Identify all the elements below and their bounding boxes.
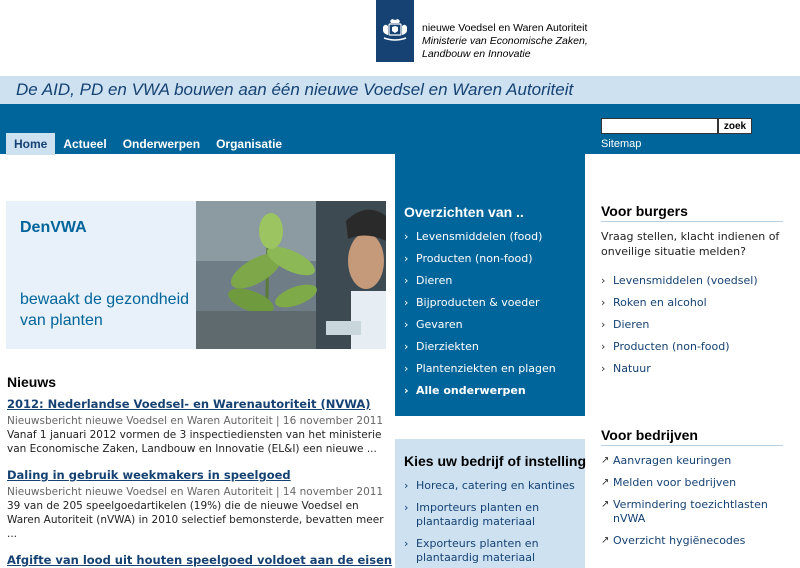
chevron-right-icon: › [404, 537, 409, 550]
hero-subtitle: bewaakt de gezondheid van planten [20, 291, 190, 329]
bedrijven-heading: Voor bedrijven [601, 427, 698, 443]
bedrijven-item-label: Aanvragen keuringen [613, 454, 732, 467]
overzichten-item-label: Bijproducten & voeder [416, 296, 540, 309]
news-item [7, 468, 385, 541]
overzichten-item[interactable] [404, 340, 556, 362]
external-link-icon: ↗ [601, 499, 610, 510]
bedrijven-item[interactable] [601, 476, 787, 490]
overzichten-item-label: Alle onderwerpen [416, 384, 526, 397]
hero-title: DenVWA [20, 219, 87, 236]
bedrijven-item-label: Overzicht hygiënecodes [613, 534, 746, 547]
chevron-right-icon: › [404, 296, 409, 309]
overzichten-list [404, 230, 556, 406]
chevron-right-icon: › [404, 479, 409, 492]
news-meta: Nieuwsbericht nieuwe Voedsel en Waren Autoriteit | 16 november 2011 [7, 415, 384, 427]
chevron-right-icon: › [404, 384, 409, 397]
overzichten-item[interactable] [404, 318, 556, 340]
burgers-item[interactable] [601, 296, 787, 310]
news-heading: Nieuws [7, 374, 57, 390]
overzichten-item-label: Producten (non-food) [416, 252, 533, 265]
burgers-item-label: Natuur [613, 362, 651, 375]
chevron-right-icon: › [601, 274, 606, 287]
bedrijven-item-label: Vermindering toezichtlasten nVWA [613, 498, 768, 525]
overzichten-item-label: Dierziekten [416, 340, 479, 353]
overzichten-item-label: Levensmiddelen (food) [416, 230, 543, 243]
overzichten-item[interactable] [404, 230, 556, 252]
bedrijven-item[interactable] [601, 498, 787, 526]
overzichten-item[interactable] [404, 362, 556, 384]
news-meta: Nieuwsbericht nieuwe Voedsel en Waren Autoriteit | 14 november 2011 [7, 486, 384, 498]
news-item [7, 553, 393, 567]
banner-title: De AID, PD en VWA bouwen aan één nieuwe Voedsel en Waren Autoriteit [16, 80, 574, 99]
burgers-item[interactable] [601, 362, 787, 376]
news-title-link[interactable]: Daling in gebruik weekmakers in speelgoed [7, 468, 291, 482]
chevron-right-icon: › [404, 252, 409, 265]
overzichten-item-label: Gevaren [416, 318, 463, 331]
chevron-right-icon: › [601, 296, 606, 309]
kies-item[interactable] [404, 501, 580, 529]
kies-item[interactable] [404, 479, 580, 493]
chevron-right-icon: › [404, 318, 409, 331]
divider [601, 445, 783, 446]
chevron-right-icon: › [404, 340, 409, 353]
overzichten-item[interactable] [404, 274, 556, 296]
external-link-icon: ↗ [601, 455, 610, 466]
burgers-intro: Vraag stellen, klacht indienen of onveilige situatie melden? [601, 230, 780, 258]
overzichten-panel [395, 154, 585, 416]
search-button[interactable]: zoek [718, 118, 752, 134]
overzichten-item[interactable] [404, 296, 556, 318]
org-line-2: Ministerie van Economische Zaken, [422, 35, 588, 47]
burgers-item-label: Dieren [613, 318, 650, 331]
divider [601, 221, 783, 222]
chevron-right-icon: › [601, 318, 606, 331]
news-list [7, 397, 393, 568]
banner [0, 76, 800, 104]
kies-panel [395, 439, 585, 568]
hero-banner[interactable] [6, 201, 386, 349]
overzichten-item-label: Dieren [416, 274, 453, 287]
burgers-item[interactable] [601, 340, 787, 354]
chevron-right-icon: › [404, 362, 409, 375]
kies-item-label: Horeca, catering en kantines [416, 479, 575, 492]
kies-title: Kies uw bedrijf of instelling [404, 453, 587, 469]
bedrijven-item[interactable] [601, 454, 787, 468]
org-line-3: Landbouw en Innovatie [422, 48, 531, 60]
burgers-item[interactable] [601, 318, 787, 332]
nav-home[interactable]: Home [6, 133, 55, 155]
bedrijven-item[interactable] [601, 534, 787, 548]
hero-photo [196, 201, 386, 349]
chevron-right-icon: › [404, 274, 409, 287]
header [0, 0, 800, 76]
overzichten-item-all[interactable] [404, 384, 556, 406]
chevron-right-icon: › [404, 230, 409, 243]
chevron-right-icon: › [404, 501, 409, 514]
crest-icon[interactable] [376, 0, 414, 62]
burgers-item[interactable] [601, 274, 787, 288]
burgers-list [601, 274, 787, 384]
burgers-heading: Voor burgers [601, 203, 688, 219]
news-title-link[interactable]: 2012: Nederlandse Voedsel- en Warenautoriteit (NVWA) [7, 397, 371, 411]
main-nav [6, 133, 290, 155]
news-text: 39 van de 205 speelgoedartikelen (19%) die de nieuwe Voedsel en Waren Autoriteit (nVWA) in 2010 selectief bemonsterde, bevatten meer ... [7, 500, 384, 540]
burgers-item-label: Producten (non-food) [613, 340, 730, 353]
bedrijven-list [601, 454, 787, 556]
kies-item[interactable] [404, 537, 580, 565]
external-link-icon: ↗ [601, 477, 610, 488]
news-title-link[interactable]: Afgifte van lood uit houten speelgoed voldoet aan de eisen [7, 553, 393, 567]
nav-actueel[interactable]: Actueel [63, 137, 107, 151]
kies-item-label: Importeurs planten en plantaardig materiaal [416, 501, 540, 528]
chevron-right-icon: › [601, 340, 606, 353]
sitemap-link[interactable]: Sitemap [601, 138, 642, 150]
org-line-1: nieuwe Voedsel en Waren Autoriteit [422, 22, 588, 34]
search-input[interactable] [601, 118, 718, 134]
burgers-item-label: Levensmiddelen (voedsel) [613, 274, 758, 287]
kies-item-label: Exporteurs planten en plantaardig materiaal [416, 537, 539, 564]
chevron-right-icon: › [601, 362, 606, 375]
kies-list [404, 479, 580, 568]
nav-organisatie[interactable]: Organisatie [216, 137, 283, 151]
org-name [422, 22, 588, 61]
overzichten-item-label: Plantenziekten en plagen [416, 362, 556, 375]
nav-onderwerpen[interactable]: Onderwerpen [122, 137, 201, 151]
bedrijven-item-label: Melden voor bedrijven [613, 476, 737, 489]
overzichten-item[interactable] [404, 252, 556, 274]
news-item [7, 397, 385, 456]
overzichten-title: Overzichten van .. [404, 204, 524, 220]
news-text: Vanaf 1 januari 2012 vormen de 3 inspectiediensten van het ministerie van Economische Zaken, Landbouw en Innovatie (EL&I) een nieuwe ... [7, 429, 382, 455]
burgers-item-label: Roken en alcohol [613, 296, 707, 309]
external-link-icon: ↗ [601, 535, 610, 546]
